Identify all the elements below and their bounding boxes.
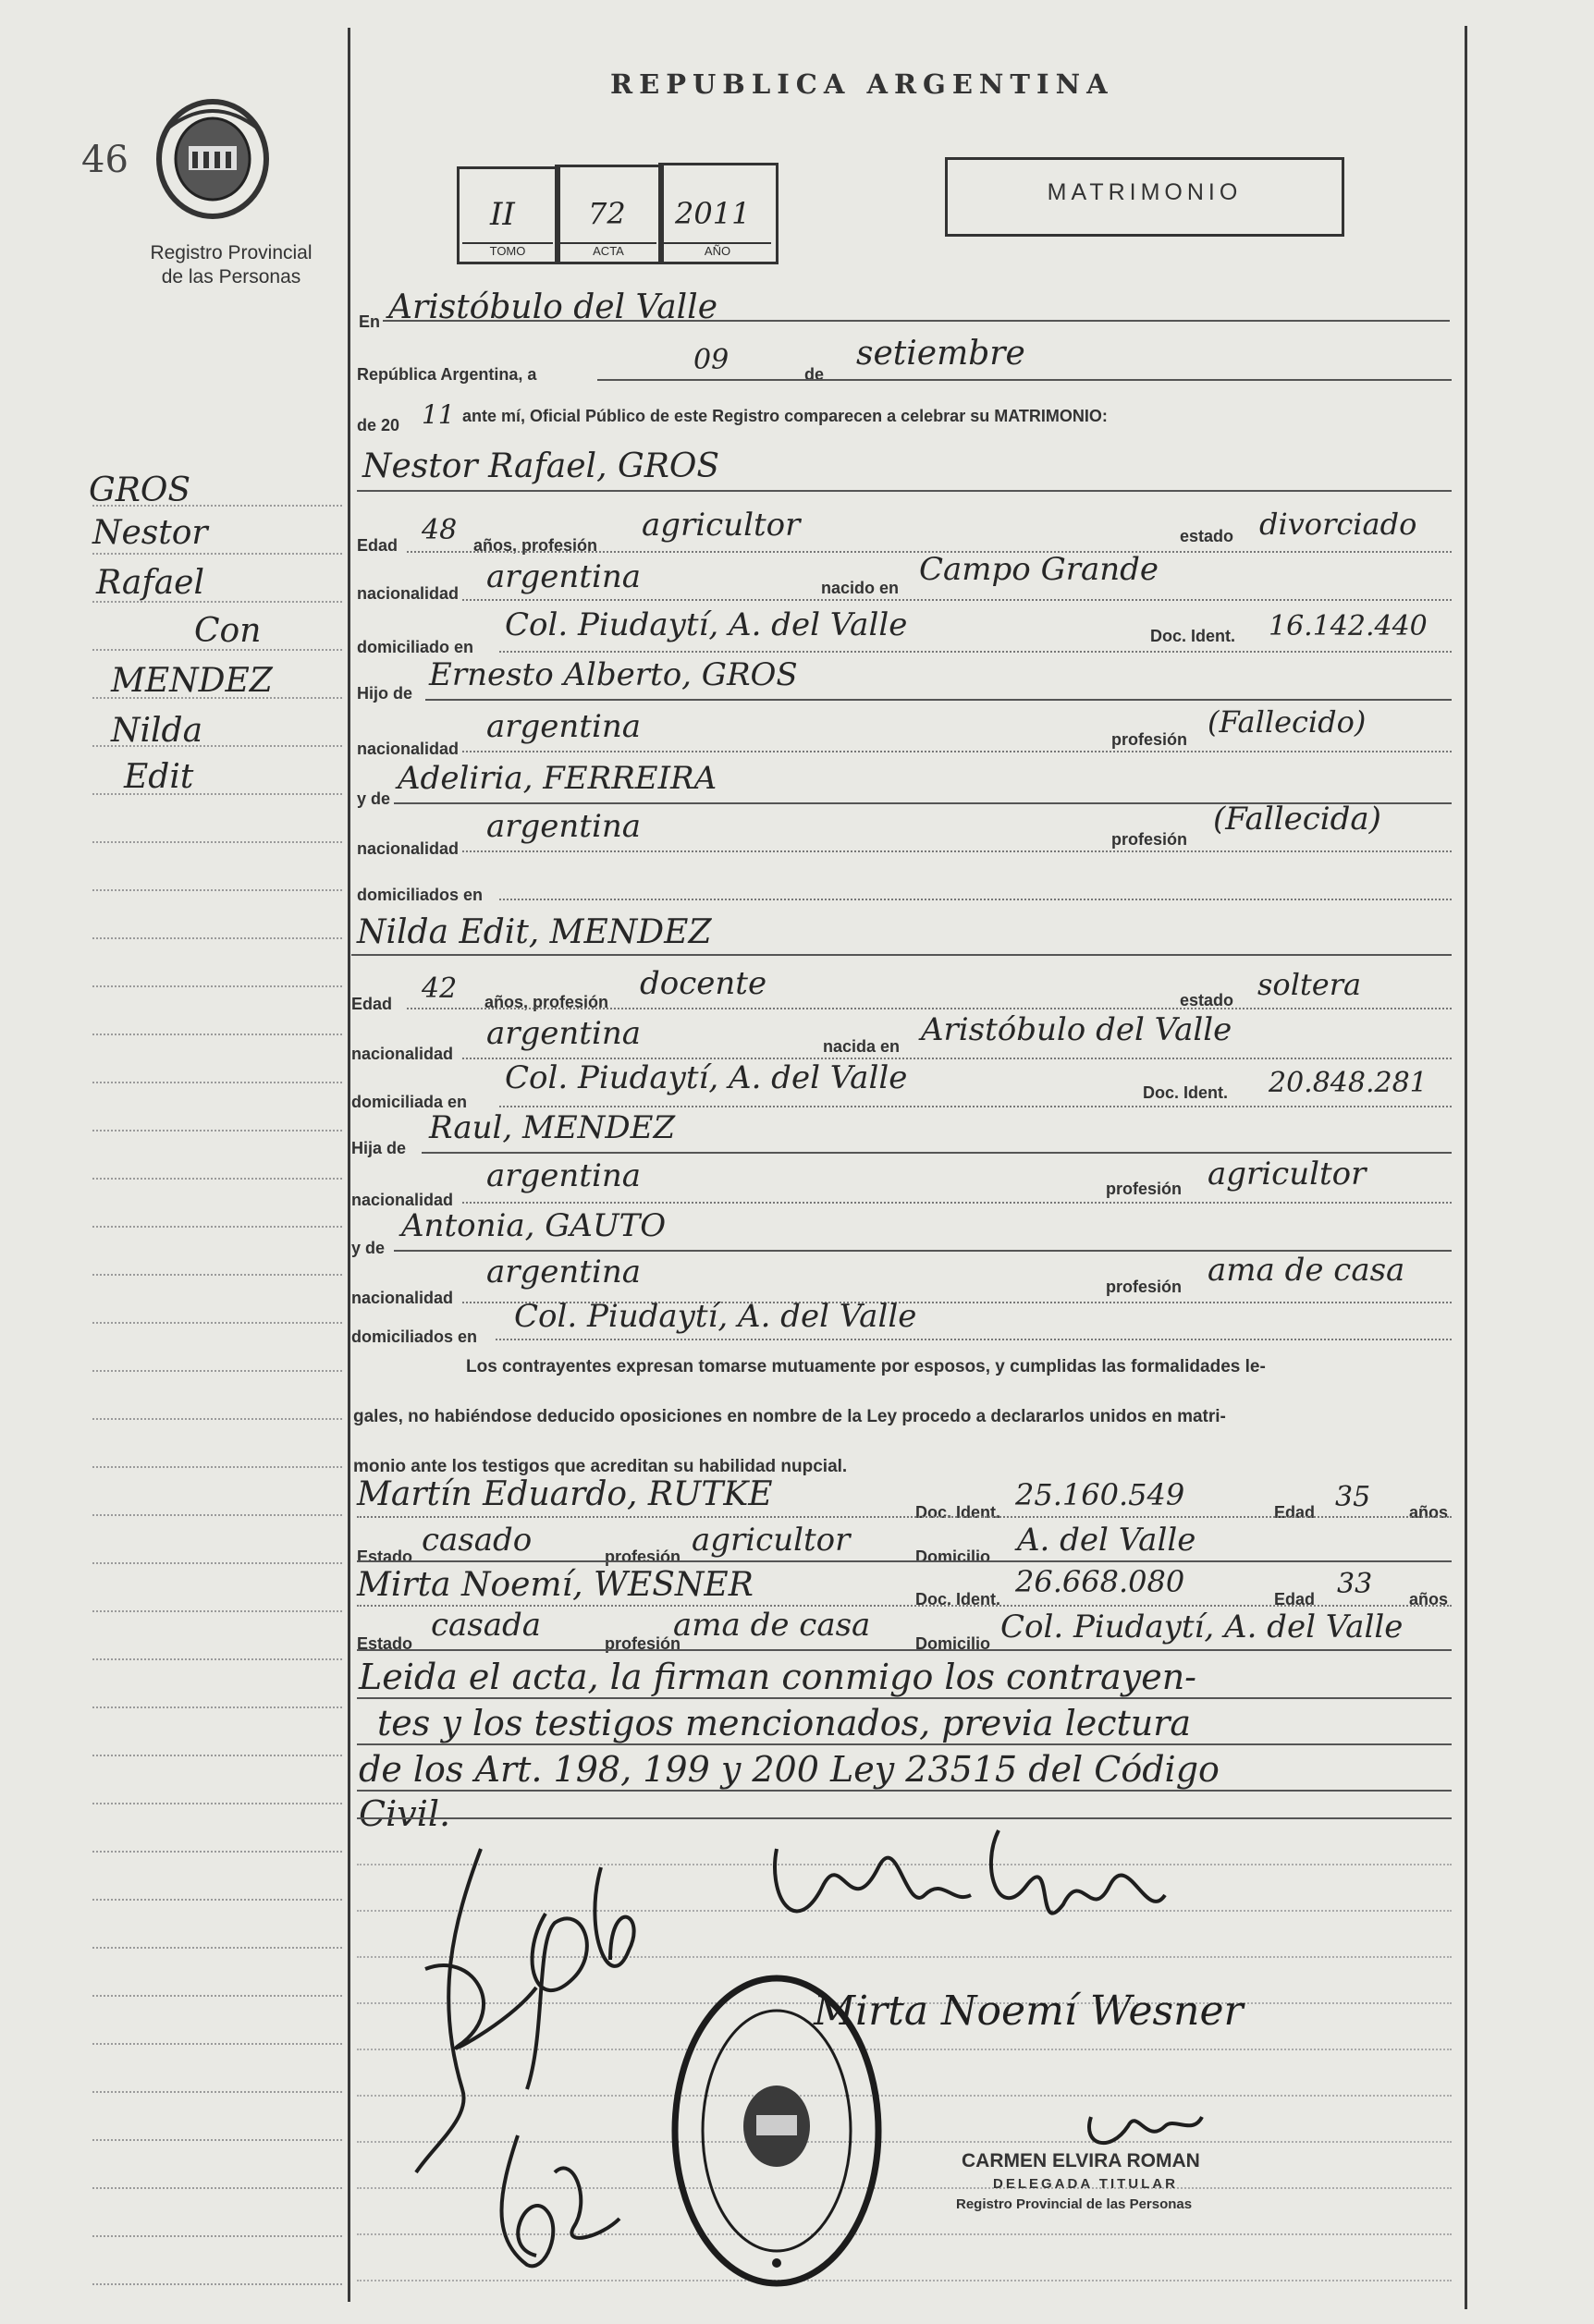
margin-rule [92, 1947, 342, 1949]
bride-birthplace: Aristóbulo del Valle [921, 1011, 1232, 1048]
ante-text: ante mí, Oficial Público de este Registro comparecen a celebrar su MATRIMONIO: [462, 407, 1108, 425]
margin-rule [92, 649, 342, 651]
label-edad: Edad [1274, 1503, 1316, 1522]
margin-rule [92, 1226, 342, 1228]
label-yde: y de [351, 1239, 386, 1257]
groom-mother-nationality: argentina [486, 808, 642, 845]
label-edad: Edad [1274, 1590, 1316, 1608]
margin-rule [92, 1610, 342, 1612]
label-anos: años [1409, 1503, 1449, 1522]
bride-profession: docente [640, 965, 767, 1002]
groom-father: Ernesto Alberto, GROS [429, 656, 798, 693]
label-nacionalidad: nacionalidad [357, 584, 460, 603]
margin-note: Edit [124, 758, 194, 796]
rule [351, 954, 1452, 956]
margin-rule [92, 1178, 342, 1180]
margin-rule [92, 2187, 342, 2189]
declaration-line1: Los contrayentes expresan tomarse mutuamente por esposos, y cumplidas las formalidades le- [466, 1357, 1266, 1376]
label-republica: República Argentina, a [357, 365, 537, 384]
label-domiciliada: domiciliada en [351, 1093, 468, 1111]
margin-rule [92, 745, 342, 747]
bride-mother-profession: ama de casa [1208, 1252, 1405, 1289]
groom-mother: Adeliria, FERREIRA [398, 760, 717, 797]
margin-note: Con [194, 612, 262, 650]
label-domicilio: Domicilio [915, 1634, 991, 1653]
label-doc: Doc. Ident. [915, 1590, 1001, 1608]
label-nacida: nacida en [823, 1037, 901, 1056]
closing-line3: de los Art. 198, 199 y 200 Ley 23515 del Código [359, 1749, 1220, 1790]
witness2-signature: Mirta Noemí Wesner [814, 1988, 1244, 2035]
label-anos: años [1409, 1590, 1449, 1608]
bride-age: 42 [422, 972, 458, 1005]
margin-rule [92, 937, 342, 939]
label-domiciliado: domiciliado en [357, 638, 474, 656]
bride-name: Nilda Edit, MENDEZ [357, 913, 712, 951]
bride-estado: soltera [1257, 967, 1362, 1002]
doc-type-title: MATRIMONIO [1047, 179, 1243, 205]
label-estado: estado [1180, 527, 1234, 545]
rule [462, 599, 1452, 601]
bride-signature-icon [462, 2117, 647, 2283]
country-title: REPUBLICA ARGENTINA [610, 68, 1114, 100]
bride-domicile: Col. Piudaytí, A. del Valle [505, 1059, 908, 1096]
rule [357, 1743, 1452, 1745]
label-en: En [359, 312, 381, 331]
acta-label: ACTA [560, 242, 656, 258]
label-domiciliados: domiciliados en [357, 886, 484, 904]
margin-rule [92, 985, 342, 987]
provincial-crest-icon [148, 92, 277, 222]
label-profesion: profesión [1111, 730, 1188, 749]
margin-rule [92, 2043, 342, 2045]
rule [357, 1790, 1452, 1792]
day: 09 [693, 344, 730, 376]
groom-name: Nestor Rafael, GROS [362, 447, 719, 485]
witness2-name: Mirta Noemí, WESNER [357, 1566, 754, 1604]
label-yde: y de [357, 789, 391, 808]
witness2-domicile: Col. Piudaytí, A. del Valle [1000, 1608, 1404, 1645]
margin-rule [92, 1418, 342, 1420]
bride-father-nationality: argentina [486, 1157, 642, 1194]
label-hija: Hija de [351, 1139, 407, 1157]
declaration-line3: monio ante los testigos que acreditan su habilidad nupcial. [353, 1457, 848, 1476]
label-edad: Edad [357, 536, 398, 555]
closing-line2: tes y los testigos mencionados, previa lectura [377, 1703, 1192, 1743]
bride-doc: 20.848.281 [1269, 1067, 1428, 1099]
margin-rule [92, 601, 342, 603]
left-border-line [348, 28, 350, 2302]
declaration-line2: gales, no habiéndose deducido oposiciones en nombre de la Ley procedo a declararlos unidos en matri- [353, 1407, 1226, 1426]
official-title: DELEGADA TITULAR [993, 2176, 1178, 2192]
margin-note: GROS [89, 471, 191, 509]
margin-rule [92, 1466, 342, 1468]
rule [462, 1202, 1452, 1204]
margin-rule [92, 1322, 342, 1324]
anio-label: AÑO [664, 242, 771, 258]
margin-rule [92, 841, 342, 843]
label-hijo: Hijo de [357, 684, 413, 703]
groom-father-nationality: argentina [486, 708, 642, 745]
margin-rule [92, 1370, 342, 1372]
year-suffix: 11 [422, 399, 455, 430]
margin-rule [92, 1514, 342, 1516]
label-profesion: profesión [1106, 1180, 1183, 1198]
rule [462, 751, 1452, 752]
margin-note: Nestor [92, 514, 208, 552]
margin-rule [92, 889, 342, 891]
margin-rule [92, 1274, 342, 1276]
anio-value: 2011 [675, 196, 751, 231]
official-organization: Registro Provincial de las Personas [956, 2196, 1193, 2212]
margin-rule [92, 1706, 342, 1708]
label-estado: Estado [357, 1634, 413, 1653]
rule [496, 1339, 1452, 1340]
label-profesion: profesión [605, 1547, 681, 1566]
margin-rule [92, 1899, 342, 1901]
tomo-label: TOMO [462, 242, 553, 258]
rule [462, 850, 1452, 852]
label-profesion: profesión [1106, 1278, 1183, 1296]
label-nacionalidad: nacionalidad [357, 839, 460, 858]
registry-name-line2: de las Personas [161, 266, 301, 287]
label-nacionalidad: nacionalidad [351, 1191, 454, 1209]
label-de20: de 20 [357, 416, 400, 434]
margin-note: Nilda [111, 712, 203, 750]
groom-birthplace: Campo Grande [919, 551, 1159, 588]
closing-line4: Civil. [359, 1793, 451, 1834]
witness1-signature-icon [758, 1812, 1183, 1969]
page-number: 46 [81, 139, 129, 181]
rule [357, 1560, 1452, 1562]
label-nacionalidad: nacionalidad [351, 1045, 454, 1063]
witness1-estado: casado [422, 1522, 533, 1559]
label-anos-profesion: años, profesión [484, 993, 609, 1011]
margin-rule [92, 1803, 342, 1804]
witness1-profession: agricultor [692, 1522, 851, 1559]
official-seal-icon [666, 1969, 888, 2293]
margin-rule [92, 2283, 342, 2285]
witness2-doc: 26.668.080 [1015, 1564, 1185, 1599]
rule [597, 379, 1452, 381]
bride-father: Raul, MENDEZ [429, 1109, 676, 1146]
bride-parents-domicile: Col. Piudaytí, A. del Valle [514, 1298, 917, 1335]
rule [499, 899, 1452, 900]
margin-rule [92, 1562, 342, 1564]
acta-value: 72 [588, 196, 626, 231]
groom-nationality: argentina [486, 558, 642, 595]
margin-rule [92, 793, 342, 795]
margin-rule [92, 1658, 342, 1660]
rule [499, 1106, 1452, 1107]
witness1-age: 35 [1335, 1481, 1371, 1513]
groom-doc: 16.142.440 [1269, 610, 1428, 642]
rule [499, 651, 1452, 653]
official-name: CARMEN ELVIRA ROMAN [962, 2150, 1200, 2171]
label-doc: Doc. Ident. [1143, 1083, 1229, 1102]
month: setiembre [856, 335, 1025, 373]
groom-profession: agricultor [642, 507, 801, 544]
rule [425, 699, 1452, 701]
rule [407, 1008, 1452, 1009]
witness2-profession: ama de casa [673, 1607, 871, 1644]
margin-rule [92, 553, 342, 555]
label-doc: Doc. Ident. [915, 1503, 1001, 1522]
margin-rule [92, 2091, 342, 2093]
groom-estado: divorciado [1259, 507, 1417, 542]
margin-rule [92, 2139, 342, 2141]
place: Aristóbulo del Valle [388, 288, 717, 326]
margin-rule [92, 697, 342, 699]
label-estado: Estado [357, 1547, 413, 1566]
margin-rule [92, 1082, 342, 1083]
label-nacido: nacido en [821, 579, 900, 597]
groom-age: 48 [422, 514, 458, 546]
label-anos-profesion: años, profesión [473, 536, 598, 555]
margin-rule [92, 2235, 342, 2237]
witness2-age: 33 [1337, 1568, 1373, 1600]
groom-mother-profession: (Fallecida) [1213, 801, 1381, 838]
witness1-name: Martín Eduardo, RUTKE [357, 1475, 773, 1513]
label-edad: Edad [351, 995, 393, 1013]
right-border-line [1465, 26, 1467, 2309]
bride-mother: Antonia, GAUTO [401, 1207, 667, 1244]
bride-mother-nationality: argentina [486, 1254, 642, 1290]
margin-rule [92, 1851, 342, 1853]
registry-name-line1: Registro Provincial [150, 242, 313, 263]
margin-rule [92, 505, 342, 507]
bride-nationality: argentina [486, 1015, 642, 1052]
margin-rule [92, 1755, 342, 1756]
label-domiciliados: domiciliados en [351, 1327, 478, 1346]
groom-domicile: Col. Piudaytí, A. del Valle [505, 606, 908, 643]
label-estado: estado [1180, 991, 1234, 1009]
label-nacionalidad: nacionalidad [351, 1289, 454, 1307]
witness1-domicile: A. del Valle [1017, 1522, 1196, 1559]
rule [422, 1152, 1452, 1154]
label-profesion: profesión [1111, 830, 1188, 849]
rule [383, 320, 1450, 322]
rule [357, 1697, 1452, 1699]
witness1-doc: 25.160.549 [1015, 1477, 1185, 1512]
label-profesion: profesión [605, 1634, 681, 1653]
rule [357, 490, 1452, 492]
tomo-value: II [490, 196, 515, 233]
margin-rule [92, 1130, 342, 1131]
margin-rule [92, 1995, 342, 1997]
margin-note: MENDEZ [111, 662, 273, 700]
label-nacionalidad: nacionalidad [357, 740, 460, 758]
groom-father-profession: (Fallecido) [1208, 704, 1367, 740]
closing-line1: Leida el acta, la firman conmigo los contrayen- [359, 1657, 1197, 1697]
rule [357, 1649, 1452, 1651]
margin-rule [92, 1034, 342, 1035]
margin-note: Rafael [96, 564, 204, 602]
label-doc: Doc. Ident. [1150, 627, 1236, 645]
bride-father-profession: agricultor [1208, 1156, 1367, 1193]
label-de: de [804, 365, 825, 384]
witness2-estado: casada [431, 1607, 542, 1644]
rule [357, 1516, 1452, 1518]
label-domicilio: Domicilio [915, 1547, 991, 1566]
